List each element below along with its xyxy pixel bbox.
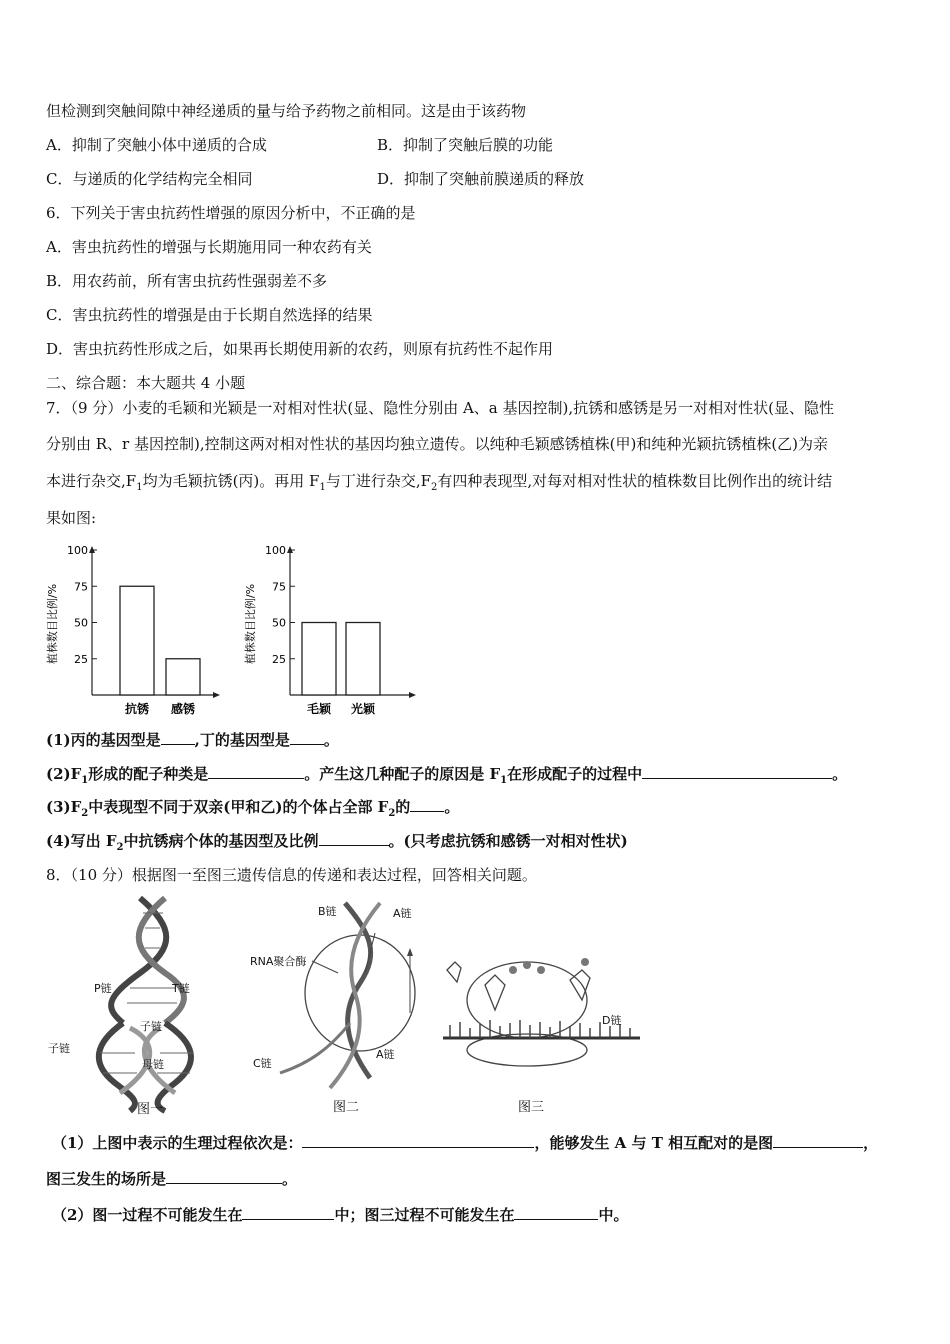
chart2-category-label: 光颖 [350,702,376,716]
chart1-ytick-label: 25 [74,652,88,666]
fig2-caption: 图二 [333,1100,360,1115]
q7-sub1: (1)丙的基因型是 ,丁的基因型是 。 [46,731,339,749]
chart1-bar-2 [166,659,200,695]
chart1-bar-1 [120,586,154,695]
chart1-category-label: 感锈 [170,702,196,716]
figure-2-transcription [250,893,435,1093]
fig1-caption: 图一 [137,1102,164,1117]
fig2-a-chain-label-top: A链 [393,907,412,920]
chart2-bar-2 [346,623,380,696]
q6-option-d: D．害虫抗药性形成之后，如果再长期使用新的农药，则原有抗药性不起作用 [46,340,554,358]
q8-sub1-line2: 图三发生的场所是 。 [46,1170,298,1188]
q8-sub2: （2）图一过程不可能发生在 中；图三过程不可能发生在 中。 [52,1206,629,1224]
q6-option-a: A．害虫抗药性的增强与长期施用同一种农药有关 [46,238,372,256]
fig2-b-chain-label: B链 [318,905,337,918]
q6-option-b: B．用农药前，所有害虫抗药性强弱差不多 [46,272,328,290]
chart2-category-label: 毛颖 [306,702,332,716]
chart2-ytick-label: 100 [265,544,286,557]
chart1-ytick-label: 50 [74,616,88,630]
q5-stem-continuation: 但检测到突触间隙中神经递质的量与给予药物之前相同。这是由于该药物 [46,102,527,120]
chart-hair-type [240,540,420,720]
chart2-bar-1 [302,623,336,696]
chart1-ylabel: 植株数目比例/% [46,583,59,665]
q7-stem-line1: 7．（9 分）小麦的毛颖和光颖是一对相对性状(显、隐性分别由 A、a 基因控制),抗锈和感锈是另一对相对性状(显、隐性 [46,399,834,417]
q7-stem-line2: 分别由 R、r 基因控制),控制这两对相对性状的基因均独立遗传。以纯种毛颖感锈植株(甲)和纯种光颖抗锈植株(乙)为亲 [46,435,829,453]
q8-stem: 8．（10 分）根据图一至图三遗传信息的传递和表达过程，回答相关问题。 [46,866,537,884]
chart2-ytick-label: 50 [272,616,286,630]
fig1-p-chain-label: P链 [94,982,112,995]
fig2-c-chain-label: C链 [253,1057,272,1070]
q7-sub3: $(3)F_2$中表现型不同于双亲(甲和乙)的个体占全部 $F_2$的 。 [46,798,460,819]
fig3-d-chain-label: D链 [602,1014,622,1027]
q5-option-d: D．抑制了突触前膜递质的释放 [377,170,585,188]
figure-1-dna-replication [45,893,240,1118]
fig1-mother-chain-label: 母链 [142,1058,164,1071]
fig1-child-chain-label-right: 子链 [140,1020,162,1033]
chart1-ytick-label: 75 [74,580,88,594]
q6-option-c: C．害虫抗药性的增强是由于长期自然选择的结果 [46,306,373,324]
q5-option-a: A．抑制了突触小体中递质的合成 [46,136,267,154]
q8-sub1-line1: （1）上图中表示的生理过程依次是： ，能够发生 A 与 T 相互配对的是图 ， [52,1134,879,1152]
fig2-rna-polymerase-label: RNA聚合酶 [250,955,307,968]
q7-stem-line4: 果如图: [46,509,97,527]
chart2-ytick-label: 75 [272,580,286,594]
chart-rust-resistance [40,540,220,720]
q6-stem: 6．下列关于害虫抗药性增强的原因分析中，不正确的是 [46,204,416,222]
fig2-a-chain-label-bottom: A链 [376,1048,395,1061]
q7-stem-line3: 本进行杂交$,F_1$均为毛颖抗锈(丙)。再用 $F_1$与丁进行杂交$,F_2$有四种表现型,对每对相对性状的植株数目比例作出的统计结 [46,472,833,493]
fig3-caption: 图三 [518,1100,545,1115]
chart2-ytick-label: 25 [272,652,286,666]
chart2-ylabel: 植株数目比例/% [244,583,257,665]
fig1-t-chain-label: T链 [172,982,190,995]
fig1-child-chain-label-left: 子链 [48,1042,70,1055]
q5-option-b: B．抑制了突触后膜的功能 [377,136,554,154]
chart1-ytick-label: 100 [67,544,88,557]
q7-sub2: $(2)F_1$形成的配子种类是 。产生这几种配子的原因是 $F_1$在形成配子的过程中 。 [46,765,848,786]
chart1-category-label: 抗锈 [124,702,150,716]
section-heading: 二、综合题：本大题共 4 小题 [46,374,246,392]
q5-option-c: C．与递质的化学结构完全相同 [46,170,253,188]
q7-sub4: (4)写出 $F_2$中抗锈病个体的基因型及比例 。(只考虑抗锈和感锈一对相对性状) [46,832,628,853]
figure-3-translation [435,950,650,1070]
